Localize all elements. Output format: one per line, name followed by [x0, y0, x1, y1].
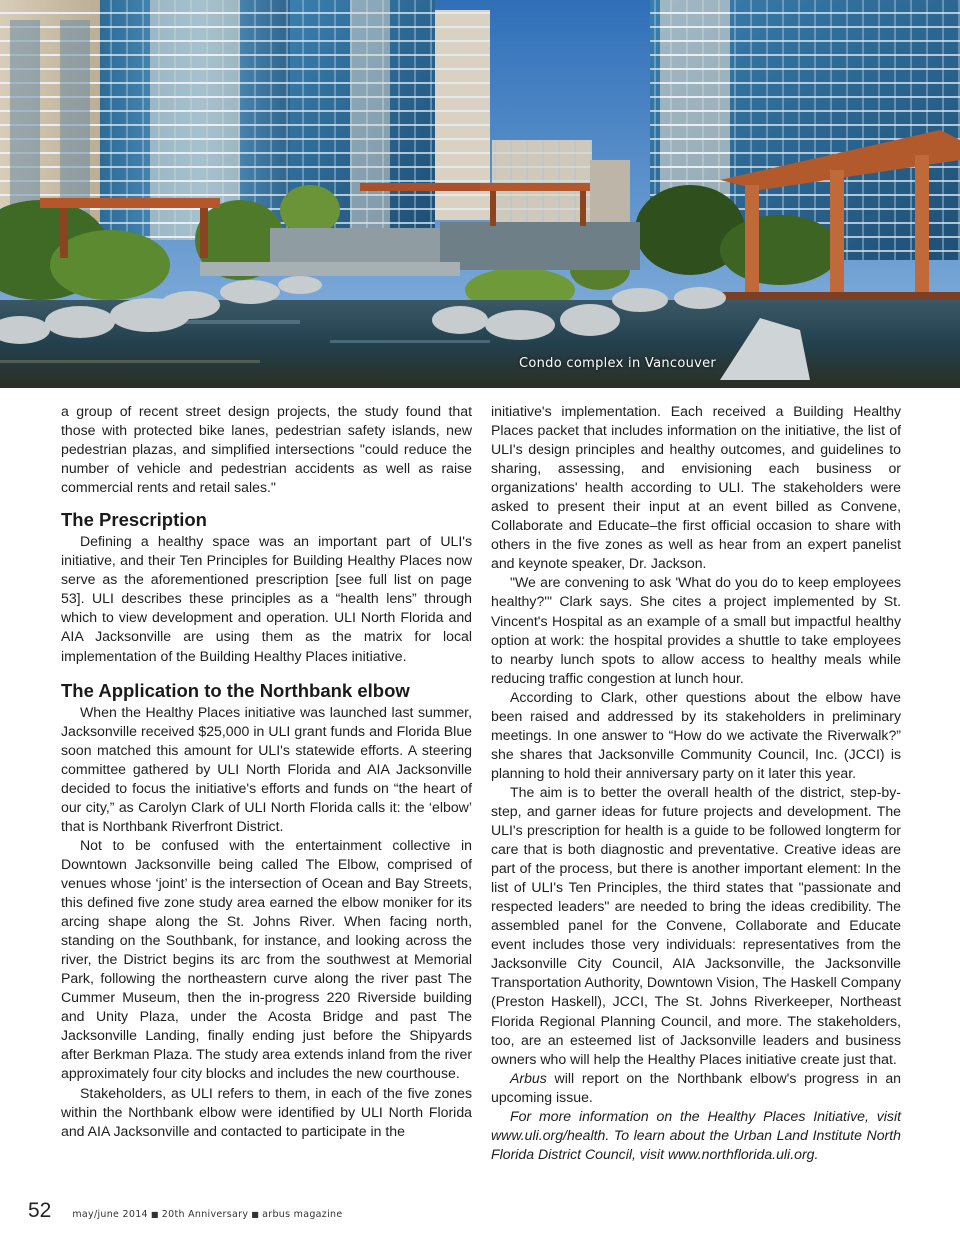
right-column — [491, 402, 901, 1164]
prescription-paragraph: Defining a healthy space was an important part of ULI's initiative, and their Ten Principles for Building Healthy Places now serve as the aforementioned prescription [see full list on page 53]. ULI describes these principles as a “health lens” through which to view development and operation. ULI North Florida and AIA Jacksonville are using them as the matrix for local implementation of the Building Healthy Places initiative. — [61, 533, 472, 664]
application-paragraph-1: When the Healthy Places initiative was launched last summer, Jacksonville received $25,000 in ULI grant funds and Florida Blue soon matched this amount for ULI's statewide efforts. A steering committee gathered by ULI North Florida and AIA Jacksonville decided to focus the initiative's efforts and funds on “the heart of our city,” as Carolyn Clark of ULI North Florida calls it: the ‘elbow’ that is Northbank Riverfront District. — [61, 703, 472, 834]
closing-info: For more information on the Healthy Places Initiative, visit www.uli.org/health. To learn about the Urban Land Institute North Florida District Council, visit www.northflorida.uli.org. — [491, 1107, 901, 1162]
footer-separator-1: ■ — [150, 1210, 159, 1219]
heading-application: The Application to the Northbank elbow — [61, 679, 410, 701]
application-paragraph-3: Stakeholders, as ULI refers to them, in each of the five zones within the Northbank elbow were identified by ULI North Florida and AIA Jacksonville and contacted to participate in the — [61, 1084, 472, 1139]
right-paragraph-5 — [491, 1069, 901, 1107]
footer-anniversary: 20th Anniversary — [161, 1209, 249, 1220]
footer-magazine: arbus magazine — [262, 1209, 343, 1220]
right-paragraph-1: initiative's implementation. Each received a Building Healthy Places packet that includes information on the initiative, the list of ULI's design principles and healthy outcomes, and guidelines to sharing, assessing, and envisioning each business or organizations' health according to ULI. The stakeholders were asked to present their input at an event billed as Convene, Collaborate and Educate–the first official occasion to share with others in the five zones as well as hear from an expert panelist and keynote speaker, Dr. Jackson. — [491, 403, 901, 572]
intro-paragraph: a group of recent street design projects, the study found that those with protected bike lanes, pedestrian safety islands, new pedestrian plazas, and simplified intersections "could reduce the number of vehicle and pedestrian accidents as well as raise commercial rents and retail sales." — [61, 403, 472, 496]
right-paragraph-3: According to Clark, other questions about the elbow have been raised and addressed by its stakeholders in preliminary meetings. In one answer to “How do we activate the Riverwalk?” she shares that Jacksonville Community Council, Inc. (JCCI) is planning to hold their anniversary party on it later this year. — [491, 688, 901, 781]
arbus-name: Arbus — [510, 1069, 547, 1086]
application-paragraph-2: Not to be confused with the entertainment collective in Downtown Jacksonville being called The Elbow, comprised of venues whose ‘joint’ is the intersection of Ocean and Bay Streets, this defined five zone study area earned the elbow moniker for its arcing shape along the St. Johns River. When facing north, standing on the Southbank, for instance, and looking across the river, the District begins its arc from the southwest at Memorial Park, following the northeastern curve along the river past The Cummer Museum, then the in-progress 220 Riverside building and Unity Plaza, under the Acosta Bridge and past The Jacksonville Landing, finally ending just before the Shipyards after Berkman Plaza. The study area extends inland from the river approximately four city blocks and includes the new courthouse. — [61, 836, 473, 1082]
condo-complex-illustration — [0, 0, 960, 388]
heading-prescription: The Prescription — [61, 509, 207, 531]
right-paragraph-5-rest: will report on the Northbank elbow's progress in an upcoming issue. — [491, 1069, 901, 1105]
page-footer — [28, 1199, 343, 1225]
footer-separator-2: ■ — [251, 1210, 260, 1219]
footer-issue: may/june 2014 — [72, 1209, 148, 1220]
photo-caption: Condo complex in Vancouver — [519, 356, 717, 371]
page-number: 52 — [28, 1199, 52, 1222]
right-paragraph-2: "We are convening to ask 'What do you do to keep employees healthy?'" Clark says. She cites a project implemented by St. Vincent's Hospital as an example of a small but impactful healthy option at work: the hospital provides a shuttle to take employees to nearby lunch spots to allow access to healthy meals while reducing traffic congestion at lunch hour. — [491, 574, 901, 686]
hero-photo — [0, 0, 960, 388]
right-paragraph-4: The aim is to better the overall health of the district, step-by-step, and garner ideas for future projects and development. The ULI's prescription for health is a guide to be followed longterm for care that is both diagnostic and preventative. Creative ideas are part of the process, but there is another important element: In the list of ULI's Ten Principles, the third states that "passionate and respected leaders" are needed to bring the ideas credibility. The assembled panel for the Convene, Collaborate and Educate event includes those very individuals: representatives from the Jacksonville City Council, AIA Jacksonville, the Jacksonville Transportation Authority, Downtown Vision, The Haskell Company (Preston Haskell), JCCI, The St. Johns Riverkeeper, Northeast Florida Regional Planning Council, and more. The stakeholders, too, are an esteemed list of Jacksonville leaders and business owners who will help the Healthy Places initiative create just that. — [491, 783, 901, 1067]
left-column — [61, 402, 472, 1141]
footer-issue-line — [72, 1209, 342, 1220]
